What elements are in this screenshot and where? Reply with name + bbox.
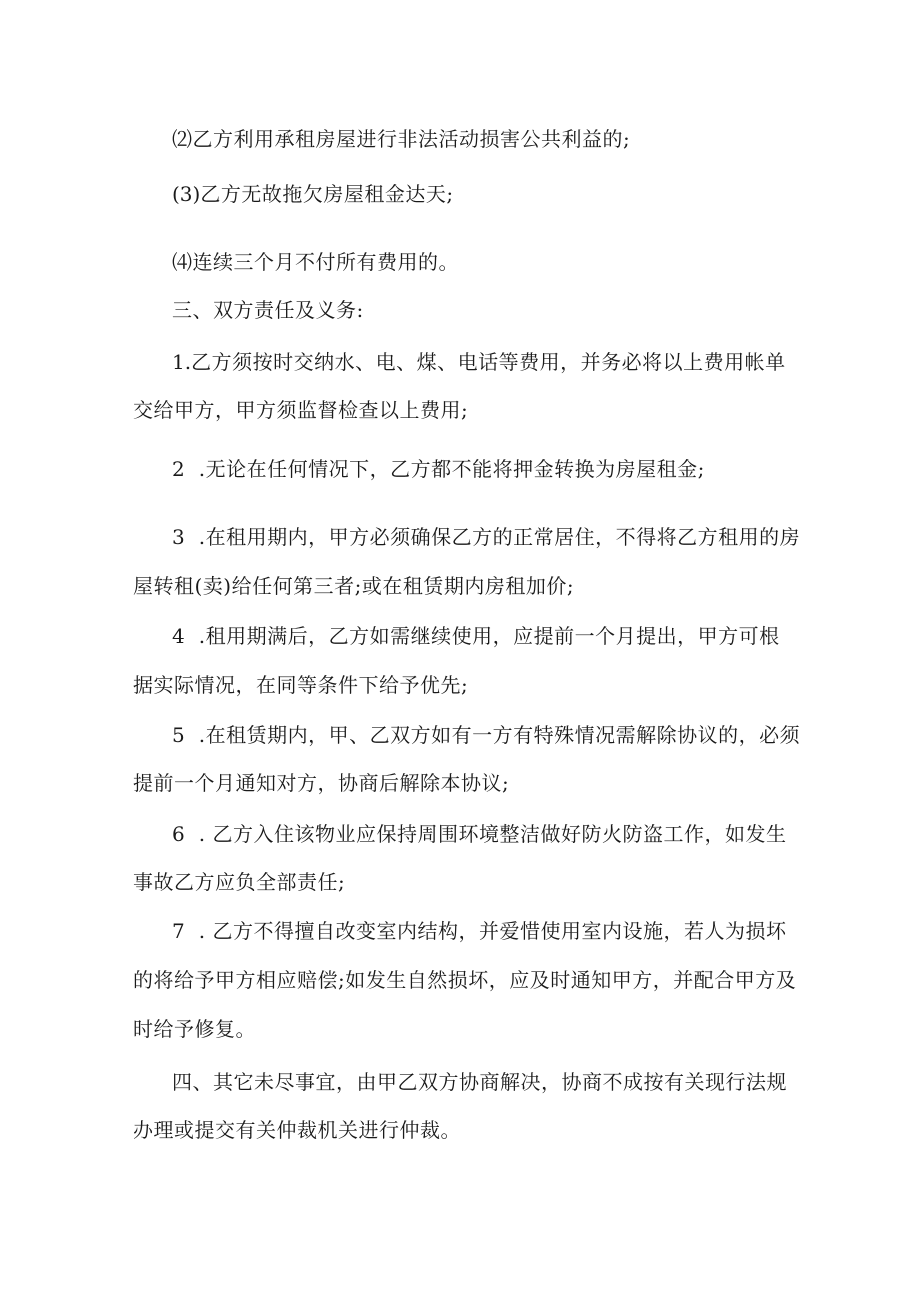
clause-text: .租用期满后，乙方如需继续使用，应提前一个月提出，甲方可根 [198,624,780,648]
clause-number: 7 [172,919,185,943]
clause-line [172,917,786,945]
section-heading [172,296,364,324]
clause-text: 据实际情况，在同等条件下给予优先; [133,673,469,697]
clause-line-continued [133,1015,256,1043]
clause-text: 四、其它未尽事宜，由甲乙双方协商解决，协商不成按有关现行法规 [172,1070,787,1094]
section-heading [172,1068,787,1096]
clause-line-continued [133,769,509,797]
clause-text: .在租赁期内，甲、乙双方如有一方有特殊情况需解除协议的，必须 [198,723,801,747]
clause-line [172,523,800,551]
clause-number: 6 [172,822,185,846]
clause-text: 乙方须按时交纳水、电、煤、电话等费用，并务必将以上费用帐单 [191,350,786,374]
clause-text: .在租用期内，甲方必须确保乙方的正常居住，不得将乙方租用的房 [198,525,801,549]
clause-line [172,820,786,848]
clause-number: 4 [172,624,185,648]
clause-line [172,348,786,376]
clause-line [172,248,459,276]
clause-line [172,125,630,153]
clause-number: 3 [172,525,185,549]
clause-number: 5 [172,723,185,747]
clause-text: . 乙方不得擅自改变室内结构，并爱惜使用室内设施，若人为损坏 [198,919,787,943]
clause-line [172,455,705,483]
clause-text: 的将给予甲方相应赔偿;如发生自然损坏，应及时通知甲方，并配合甲方及 [133,968,797,992]
clause-line-continued [133,868,345,896]
clause-line-continued [133,966,796,994]
clause-text: 办理或提交有关仲裁机关进行仲裁。 [133,1118,461,1142]
clause-line-continued [133,396,468,424]
clause-line [172,721,800,749]
clause-line [172,180,454,208]
clause-text: 交给甲方，甲方须监督检查以上费用; [133,398,469,422]
clause-text: . 乙方入住该物业应保持周围环境整洁做好防火防盗工作，如发生 [198,822,787,846]
clause-text: 屋转租(卖)给任何第三者;或在租赁期内房租加价; [133,574,575,598]
clause-text: ⑷连续三个月不付所有费用的。 [172,250,459,274]
clause-text: 时给予修复。 [133,1017,256,1041]
clause-number: 2 [172,457,185,481]
clause-line-continued [133,671,468,699]
clause-text: ⑵乙方利用承租房屋进行非法活动损害公共利益的; [172,127,631,151]
clause-text: 乙方无故拖欠房屋租金达天; [200,182,454,206]
clause-number: (3) [172,182,201,206]
clause-line-continued [133,572,574,600]
clause-text: 事故乙方应负全部责任; [133,870,346,894]
clause-line [172,622,780,650]
clause-line-continued [133,1116,461,1144]
clause-text: .无论在任何情况下，乙方都不能将押金转换为房屋租金; [198,457,705,481]
clause-text: 三、双方责任及义务: [172,298,364,322]
clause-text: 提前一个月通知对方，协商后解除本协议; [133,771,510,795]
clause-number: 1. [172,350,192,374]
